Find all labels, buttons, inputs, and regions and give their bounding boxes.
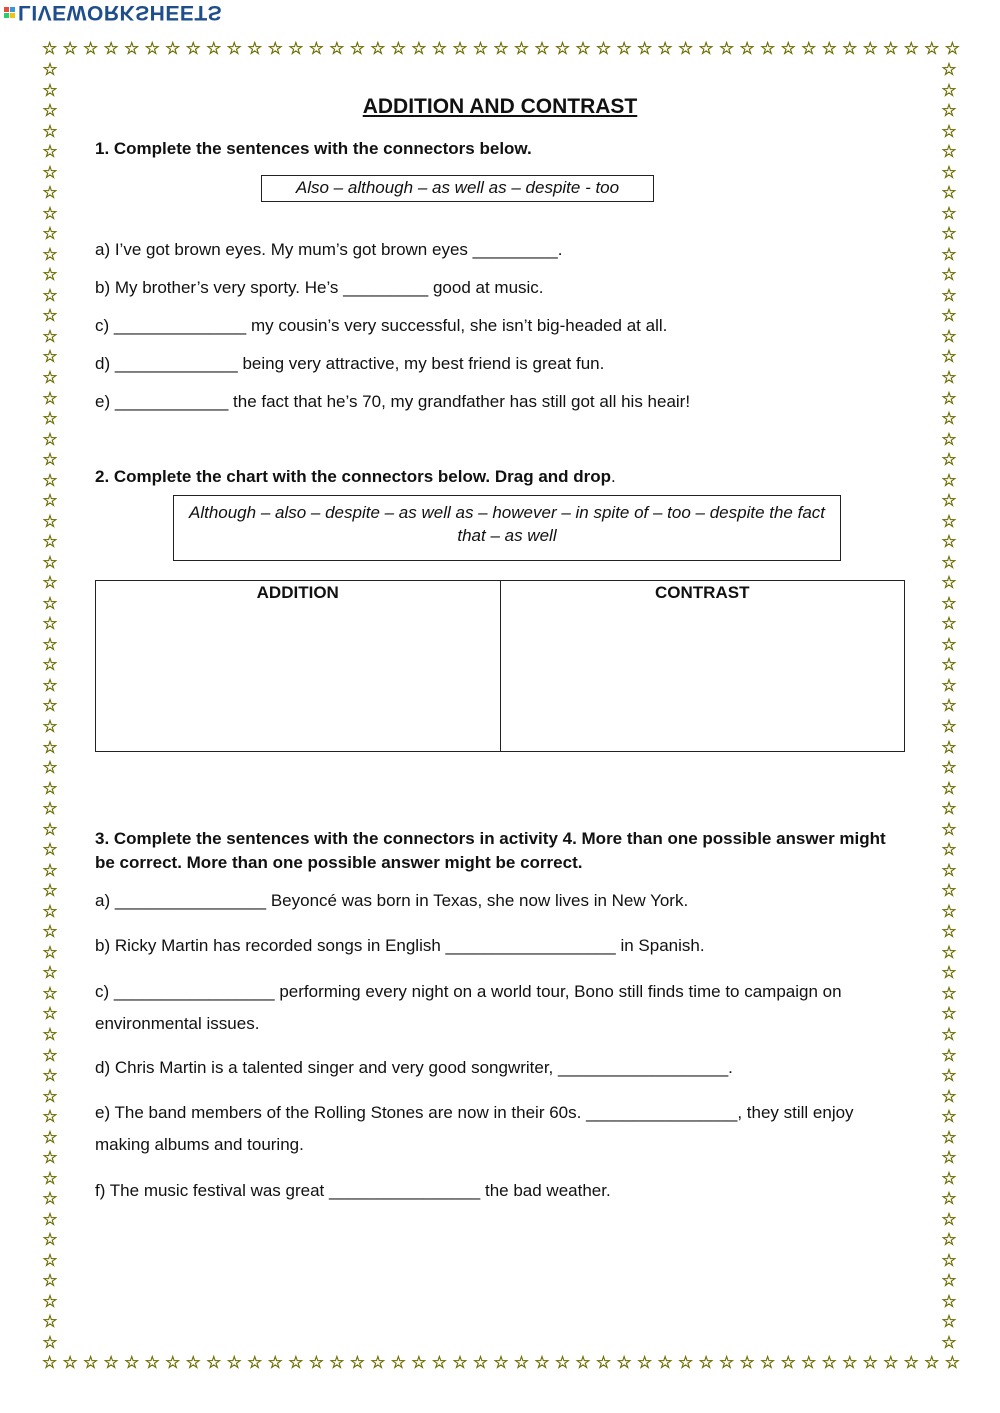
star-icon: ☆ [941, 306, 957, 326]
star-icon: ☆ [308, 1353, 324, 1372]
star-icon: ☆ [941, 963, 957, 983]
star-icon: ☆ [941, 470, 957, 490]
star-icon: ☆ [941, 983, 957, 1003]
star-icon: ☆ [616, 39, 632, 58]
star-icon: ☆ [124, 1353, 140, 1372]
star-icon: ☆ [42, 1250, 58, 1270]
star-icon: ☆ [185, 1353, 201, 1372]
star-icon: ☆ [616, 1353, 632, 1372]
star-icon: ☆ [941, 409, 957, 429]
star-icon: ☆ [941, 840, 957, 860]
star-icon: ☆ [801, 39, 817, 58]
star-icon: ☆ [941, 101, 957, 121]
star-icon: ☆ [42, 593, 58, 613]
star-icon: ☆ [575, 39, 591, 58]
star-icon: ☆ [42, 737, 58, 757]
star-icon: ☆ [42, 881, 58, 901]
star-icon: ☆ [944, 39, 960, 58]
star-icon: ☆ [452, 39, 468, 58]
star-icon: ☆ [941, 1230, 957, 1250]
star-icon: ☆ [206, 39, 222, 58]
star-border-top [42, 40, 960, 60]
star-icon: ☆ [534, 39, 550, 58]
star-icon: ☆ [780, 1353, 796, 1372]
star-icon: ☆ [941, 388, 957, 408]
star-icon: ☆ [42, 1189, 58, 1209]
star-icon: ☆ [941, 1332, 957, 1352]
star-icon: ☆ [903, 1353, 919, 1372]
star-icon: ☆ [941, 634, 957, 654]
star-icon: ☆ [941, 819, 957, 839]
section2-word-box: Although – also – despite – as well as – however – in spite of – too – despite the fact that – as well [173, 495, 841, 561]
star-icon: ☆ [842, 1353, 858, 1372]
star-icon: ☆ [780, 39, 796, 58]
chart-header-contrast: CONTRAST [500, 581, 905, 752]
star-icon: ☆ [390, 39, 407, 58]
star-icon: ☆ [941, 860, 957, 880]
star-icon: ☆ [941, 922, 957, 942]
star-icon: ☆ [941, 552, 957, 572]
star-icon: ☆ [42, 1291, 58, 1311]
star-icon: ☆ [42, 1230, 58, 1250]
star-icon: ☆ [719, 1353, 735, 1372]
star-icon: ☆ [941, 675, 957, 695]
star-icon: ☆ [42, 1127, 58, 1147]
star-icon: ☆ [42, 614, 58, 634]
star-icon: ☆ [760, 1353, 776, 1372]
star-icon: ☆ [941, 367, 957, 387]
section1-item-a[interactable]: a) I’ve got brown eyes. My mum’s got brown eyes _________. [95, 240, 563, 259]
star-icon: ☆ [534, 1353, 550, 1372]
star-icon: ☆ [575, 1353, 591, 1372]
star-icon: ☆ [42, 532, 58, 552]
star-icon: ☆ [472, 1353, 489, 1372]
star-icon: ☆ [941, 121, 957, 141]
section1-item-d[interactable]: d) _____________ being very attractive, my best friend is great fun. [95, 354, 605, 373]
star-icon: ☆ [941, 142, 957, 162]
star-icon: ☆ [124, 39, 140, 58]
star-border-left [40, 61, 60, 1351]
star-icon: ☆ [42, 778, 58, 798]
section3-item-f[interactable]: f) The music festival was great ________________ the bad weather. [95, 1181, 611, 1200]
star-icon: ☆ [941, 1045, 957, 1065]
star-icon: ☆ [862, 39, 878, 58]
star-icon: ☆ [941, 1168, 957, 1188]
star-icon: ☆ [42, 162, 58, 182]
star-icon: ☆ [924, 1353, 940, 1372]
star-icon: ☆ [370, 1353, 386, 1372]
star-icon: ☆ [595, 39, 612, 58]
star-icon: ☆ [42, 429, 58, 449]
star-icon: ☆ [83, 1353, 99, 1372]
star-icon: ☆ [801, 1353, 817, 1372]
star-icon: ☆ [941, 1271, 957, 1291]
star-icon: ☆ [677, 1353, 694, 1372]
star-icon: ☆ [42, 347, 58, 367]
star-icon: ☆ [144, 1353, 160, 1372]
star-icon: ☆ [42, 1024, 58, 1044]
star-icon: ☆ [941, 1148, 957, 1168]
star-icon: ☆ [42, 675, 58, 695]
star-icon: ☆ [226, 1353, 242, 1372]
star-icon: ☆ [513, 39, 530, 58]
star-icon: ☆ [657, 39, 673, 58]
star-icon: ☆ [821, 39, 837, 58]
star-icon: ☆ [698, 1353, 714, 1372]
star-icon: ☆ [941, 80, 957, 100]
star-icon: ☆ [349, 1353, 365, 1372]
section1-word-box: Also – although – as well as – despite - too [261, 175, 654, 202]
star-icon: ☆ [903, 39, 919, 58]
star-icon: ☆ [941, 614, 957, 634]
star-icon: ☆ [941, 326, 957, 346]
star-icon: ☆ [472, 39, 489, 58]
star-icon: ☆ [329, 1353, 345, 1372]
star-icon: ☆ [42, 101, 58, 121]
star-icon: ☆ [42, 1066, 58, 1086]
section3-item-c[interactable]: c) _________________ performing every night on a world tour, Bono still finds time to campaign on environmental issues. [95, 982, 842, 1033]
star-icon: ☆ [390, 1353, 407, 1372]
star-icon: ☆ [941, 347, 957, 367]
star-icon: ☆ [719, 39, 735, 58]
star-icon: ☆ [42, 1004, 58, 1024]
section3-item-e[interactable]: e) The band members of the Rolling Stones are now in their 60s. ________________, they still enjoy making albums and touring. [95, 1103, 854, 1154]
star-icon: ☆ [595, 1353, 612, 1372]
star-icon: ☆ [431, 1353, 448, 1372]
star-icon: ☆ [42, 655, 58, 675]
section1-heading: 1. Complete the sentences with the connectors below. [95, 139, 532, 158]
star-icon: ☆ [144, 39, 160, 58]
star-icon: ☆ [349, 39, 365, 58]
star-icon: ☆ [941, 696, 957, 716]
section3-heading: 3. Complete the sentences with the connectors in activity 4. More than one possible answer might be correct. More than one possible answer might be correct. [95, 829, 886, 872]
star-icon: ☆ [941, 881, 957, 901]
star-icon: ☆ [883, 1353, 899, 1372]
star-icon: ☆ [42, 491, 58, 511]
star-icon: ☆ [42, 717, 58, 736]
star-icon: ☆ [941, 717, 957, 736]
star-icon: ☆ [42, 265, 58, 285]
star-icon: ☆ [42, 1353, 58, 1372]
star-icon: ☆ [941, 1312, 957, 1332]
liveworksheets-logo [4, 1, 222, 23]
star-icon: ☆ [42, 450, 58, 470]
star-icon: ☆ [42, 224, 58, 244]
star-icon: ☆ [941, 224, 957, 244]
star-icon: ☆ [206, 1353, 222, 1372]
section3-item-d[interactable]: d) Chris Martin is a talented singer and very good songwriter, __________________. [95, 1058, 733, 1077]
star-icon: ☆ [941, 285, 957, 305]
star-icon: ☆ [42, 552, 58, 572]
star-icon: ☆ [42, 1209, 58, 1229]
star-icon: ☆ [677, 39, 694, 58]
star-icon: ☆ [944, 1353, 960, 1372]
star-icon: ☆ [62, 1353, 78, 1372]
contrast-drop-zone[interactable] [501, 606, 903, 750]
section1-item-c[interactable]: c) ______________ my cousin’s very successful, she isn’t big-headed at all. [95, 316, 668, 335]
star-icon: ☆ [941, 532, 957, 552]
star-icon: ☆ [657, 1353, 673, 1372]
star-icon: ☆ [941, 1209, 957, 1229]
star-icon: ☆ [411, 1353, 427, 1372]
star-icon: ☆ [698, 39, 714, 58]
star-icon: ☆ [42, 634, 58, 654]
star-icon: ☆ [42, 1107, 58, 1127]
star-icon: ☆ [42, 573, 58, 593]
star-icon: ☆ [636, 1353, 653, 1372]
star-icon: ☆ [42, 511, 58, 531]
star-icon: ☆ [924, 39, 940, 58]
star-icon: ☆ [821, 1353, 837, 1372]
star-icon: ☆ [941, 1107, 957, 1127]
star-icon: ☆ [103, 39, 119, 58]
star-icon: ☆ [941, 1024, 957, 1044]
star-icon: ☆ [941, 655, 957, 675]
star-icon: ☆ [42, 183, 58, 203]
star-icon: ☆ [941, 450, 957, 470]
logo-icon [4, 7, 15, 18]
star-icon: ☆ [431, 39, 448, 58]
star-icon: ☆ [42, 80, 58, 100]
star-icon: ☆ [62, 39, 78, 58]
star-icon: ☆ [308, 39, 324, 58]
star-icon: ☆ [42, 39, 58, 58]
star-icon: ☆ [103, 1353, 119, 1372]
section1-item-e[interactable]: e) ____________ the fact that he’s 70, my grandfather has still got all his heair! [95, 392, 691, 411]
star-icon: ☆ [760, 39, 776, 58]
star-icon: ☆ [42, 860, 58, 880]
star-icon: ☆ [941, 758, 957, 778]
star-icon: ☆ [42, 840, 58, 860]
section3-item-a[interactable]: a) ________________ Beyoncé was born in Texas, she now lives in New York. [95, 891, 689, 910]
star-icon: ☆ [42, 285, 58, 305]
star-icon: ☆ [83, 39, 99, 58]
star-icon: ☆ [941, 244, 957, 264]
star-icon: ☆ [42, 1312, 58, 1332]
star-icon: ☆ [554, 39, 571, 58]
star-icon: ☆ [42, 1168, 58, 1188]
star-icon: ☆ [247, 1353, 263, 1372]
star-icon: ☆ [42, 963, 58, 983]
star-icon: ☆ [941, 942, 957, 962]
star-icon: ☆ [941, 778, 957, 798]
star-icon: ☆ [941, 491, 957, 511]
addition-drop-zone[interactable] [96, 606, 498, 750]
star-icon: ☆ [42, 409, 58, 429]
star-icon: ☆ [941, 429, 957, 449]
star-icon: ☆ [941, 1250, 957, 1270]
star-icon: ☆ [941, 203, 957, 223]
star-icon: ☆ [842, 39, 858, 58]
star-icon: ☆ [42, 983, 58, 1003]
section3-item-b[interactable]: b) Ricky Martin has recorded songs in English __________________ in Spanish. [95, 936, 705, 955]
star-icon: ☆ [185, 39, 201, 58]
section2-heading-period: . [611, 467, 616, 486]
star-icon: ☆ [941, 737, 957, 757]
star-icon: ☆ [739, 39, 755, 58]
star-icon: ☆ [941, 573, 957, 593]
star-icon: ☆ [370, 39, 386, 58]
star-icon: ☆ [42, 819, 58, 839]
star-icon: ☆ [267, 1353, 283, 1372]
star-icon: ☆ [42, 799, 58, 819]
star-icon: ☆ [941, 511, 957, 531]
star-icon: ☆ [42, 60, 58, 79]
star-icon: ☆ [941, 593, 957, 613]
star-icon: ☆ [42, 306, 58, 326]
star-icon: ☆ [42, 696, 58, 716]
star-icon: ☆ [493, 1353, 509, 1372]
star-icon: ☆ [636, 39, 653, 58]
star-icon: ☆ [267, 39, 283, 58]
star-icon: ☆ [42, 244, 58, 264]
star-icon: ☆ [42, 901, 58, 921]
logo-text: LIVEWORKSHEETS [18, 1, 223, 24]
star-icon: ☆ [42, 1271, 58, 1291]
star-icon: ☆ [165, 39, 181, 58]
star-icon: ☆ [42, 1086, 58, 1106]
star-icon: ☆ [883, 39, 899, 58]
star-icon: ☆ [42, 1332, 58, 1352]
star-icon: ☆ [42, 367, 58, 387]
star-icon: ☆ [42, 326, 58, 346]
star-icon: ☆ [42, 388, 58, 408]
star-icon: ☆ [288, 1353, 304, 1372]
star-icon: ☆ [42, 758, 58, 778]
star-icon: ☆ [941, 183, 957, 203]
star-icon: ☆ [941, 265, 957, 285]
section2-heading [95, 465, 907, 489]
star-icon: ☆ [941, 1189, 957, 1209]
star-icon: ☆ [42, 203, 58, 223]
star-icon: ☆ [226, 39, 242, 58]
star-icon: ☆ [42, 1148, 58, 1168]
star-border-right [939, 61, 959, 1351]
star-icon: ☆ [941, 60, 957, 79]
star-icon: ☆ [247, 39, 263, 58]
star-icon: ☆ [42, 1045, 58, 1065]
star-icon: ☆ [42, 121, 58, 141]
star-icon: ☆ [288, 39, 304, 58]
page-title: ADDITION AND CONTRAST [362, 95, 638, 118]
star-icon: ☆ [941, 1086, 957, 1106]
star-icon: ☆ [941, 901, 957, 921]
star-icon: ☆ [941, 1291, 957, 1311]
star-icon: ☆ [452, 1353, 468, 1372]
star-icon: ☆ [941, 799, 957, 819]
star-icon: ☆ [554, 1353, 571, 1372]
star-icon: ☆ [862, 1353, 878, 1372]
star-border-bottom [42, 1354, 960, 1374]
star-icon: ☆ [42, 142, 58, 162]
star-icon: ☆ [941, 162, 957, 182]
star-icon: ☆ [329, 39, 345, 58]
star-icon: ☆ [42, 942, 58, 962]
star-icon: ☆ [513, 1353, 530, 1372]
star-icon: ☆ [42, 922, 58, 942]
chart-header-addition: ADDITION [96, 581, 501, 752]
star-icon: ☆ [411, 39, 427, 58]
star-icon: ☆ [941, 1004, 957, 1024]
star-icon: ☆ [493, 39, 509, 58]
section1-item-b[interactable]: b) My brother’s very sporty. He’s _________ good at music. [95, 278, 544, 297]
star-icon: ☆ [941, 1127, 957, 1147]
section2-heading-text: 2. Complete the chart with the connectors below. Drag and drop [95, 467, 612, 486]
star-icon: ☆ [739, 1353, 755, 1372]
star-icon: ☆ [941, 1066, 957, 1086]
star-icon: ☆ [165, 1353, 181, 1372]
star-icon: ☆ [42, 470, 58, 490]
